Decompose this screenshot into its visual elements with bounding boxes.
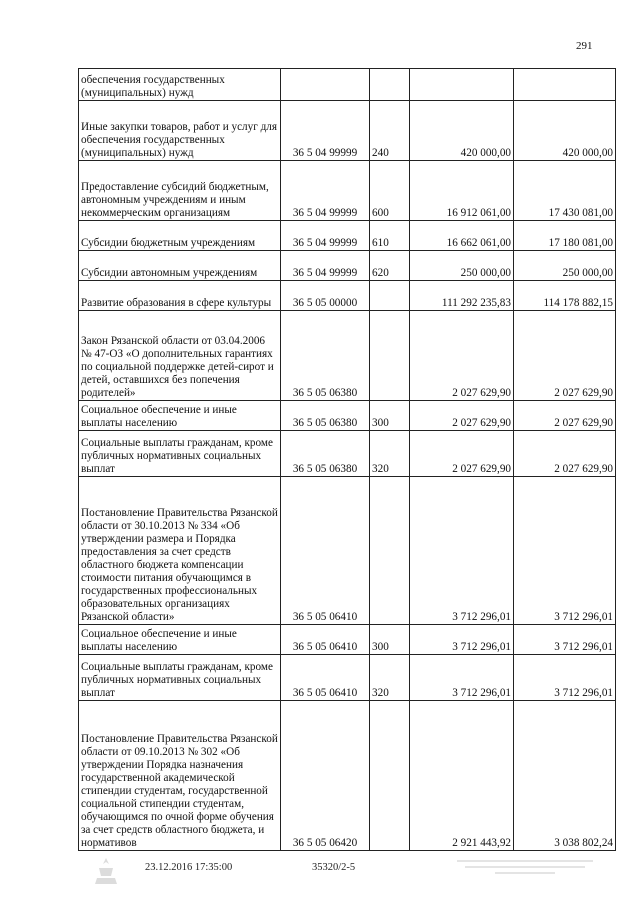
row-code: 36 5 05 06380 (281, 431, 370, 477)
budget-table-body (79, 69, 616, 851)
row-expense-type: 300 (370, 625, 410, 655)
table-row (79, 281, 616, 311)
row-expense-type (370, 281, 410, 311)
row-name: обеспечения государственных (муниципальных) нужд (79, 69, 281, 101)
row-expense-type: 610 (370, 221, 410, 251)
row-amount-2 (514, 69, 616, 101)
row-amount-2: 3 038 802,24 (514, 701, 616, 851)
table-row (79, 655, 616, 701)
table-row (79, 431, 616, 477)
row-expense-type (370, 311, 410, 401)
table-row (79, 221, 616, 251)
row-code: 36 5 05 06410 (281, 477, 370, 625)
table-row (79, 477, 616, 625)
table-row (79, 251, 616, 281)
row-amount-1: 2 921 443,92 (410, 701, 514, 851)
row-name: Субсидии автономным учреждениям (79, 251, 281, 281)
row-amount-1: 2 027 629,90 (410, 431, 514, 477)
row-code: 36 5 04 99999 (281, 101, 370, 161)
row-amount-2: 2 027 629,90 (514, 311, 616, 401)
row-amount-1: 3 712 296,01 (410, 655, 514, 701)
row-amount-2: 17 430 081,00 (514, 161, 616, 221)
row-expense-type: 320 (370, 431, 410, 477)
footer-doc-number: 35320/2-5 (312, 862, 356, 873)
row-amount-2: 17 180 081,00 (514, 221, 616, 251)
row-amount-2: 2 027 629,90 (514, 431, 616, 477)
faint-mark-icon (455, 857, 595, 879)
row-code (281, 69, 370, 101)
row-name: Иные закупки товаров, работ и услуг для обеспечения государственных (муниципальных) нужд (79, 101, 281, 161)
row-amount-1: 420 000,00 (410, 101, 514, 161)
row-code: 36 5 05 06410 (281, 655, 370, 701)
row-amount-1: 250 000,00 (410, 251, 514, 281)
row-expense-type: 620 (370, 251, 410, 281)
row-code: 36 5 05 06420 (281, 701, 370, 851)
row-amount-1 (410, 69, 514, 101)
row-name: Предоставление субсидий бюджетным, автономным учреждениям и иным некоммерческим организациям (79, 161, 281, 221)
row-expense-type: 300 (370, 401, 410, 431)
row-code: 36 5 05 06380 (281, 401, 370, 431)
row-expense-type: 600 (370, 161, 410, 221)
table-row (79, 101, 616, 161)
row-amount-1: 16 662 061,00 (410, 221, 514, 251)
row-expense-type (370, 701, 410, 851)
row-name: Постановление Правительства Рязанской области от 09.10.2013 № 302 «Об утверждении Порядка назначения государственной академической стипендии студентам, государственной социальной стипендии студентам, обучающимся по очной форме обучения за счет средств областного бюджета, и нормативов (79, 701, 281, 851)
row-name: Социальные выплаты гражданам, кроме публичных нормативных социальных выплат (79, 655, 281, 701)
footer-datetime: 23.12.2016 17:35:00 (145, 862, 233, 873)
row-expense-type (370, 477, 410, 625)
row-code: 36 5 05 06380 (281, 311, 370, 401)
row-name: Развитие образования в сфере культуры (79, 281, 281, 311)
row-amount-2: 420 000,00 (514, 101, 616, 161)
table-row (79, 625, 616, 655)
row-expense-type: 240 (370, 101, 410, 161)
row-amount-1: 2 027 629,90 (410, 311, 514, 401)
row-name: Закон Рязанской области от 03.04.2006 № 47-ОЗ «О дополнительных гарантиях по социальной поддержке детей-сирот и детей, оставшихся без попечения родителей» (79, 311, 281, 401)
row-code: 36 5 05 00000 (281, 281, 370, 311)
row-code: 36 5 04 99999 (281, 251, 370, 281)
row-code: 36 5 04 99999 (281, 161, 370, 221)
stamp-icon (93, 856, 119, 886)
row-name: Субсидии бюджетным учреждениям (79, 221, 281, 251)
row-amount-1: 16 912 061,00 (410, 161, 514, 221)
row-amount-2: 250 000,00 (514, 251, 616, 281)
page-number: 291 (576, 40, 593, 52)
row-name: Социальное обеспечение и иные выплаты населению (79, 625, 281, 655)
table-row (79, 161, 616, 221)
row-amount-1: 3 712 296,01 (410, 625, 514, 655)
row-amount-1: 111 292 235,83 (410, 281, 514, 311)
row-amount-2: 3 712 296,01 (514, 625, 616, 655)
row-amount-2: 3 712 296,01 (514, 655, 616, 701)
row-amount-1: 2 027 629,90 (410, 401, 514, 431)
row-code: 36 5 04 99999 (281, 221, 370, 251)
row-name: Социальные выплаты гражданам, кроме публичных нормативных социальных выплат (79, 431, 281, 477)
row-name: Постановление Правительства Рязанской области от 30.10.2013 № 334 «Об утверждении размера и Порядка предоставления за счет средств областного бюджета компенсации стоимости питания обучающимся в государственных профессиональных образовательных организациях Рязанской области» (79, 477, 281, 625)
row-amount-2: 2 027 629,90 (514, 401, 616, 431)
table-row (79, 401, 616, 431)
row-expense-type (370, 69, 410, 101)
row-code: 36 5 05 06410 (281, 625, 370, 655)
row-expense-type: 320 (370, 655, 410, 701)
budget-table (78, 68, 616, 851)
row-name: Социальное обеспечение и иные выплаты населению (79, 401, 281, 431)
table-row (79, 311, 616, 401)
table-row (79, 701, 616, 851)
row-amount-2: 3 712 296,01 (514, 477, 616, 625)
table-row (79, 69, 616, 101)
row-amount-1: 3 712 296,01 (410, 477, 514, 625)
row-amount-2: 114 178 882,15 (514, 281, 616, 311)
